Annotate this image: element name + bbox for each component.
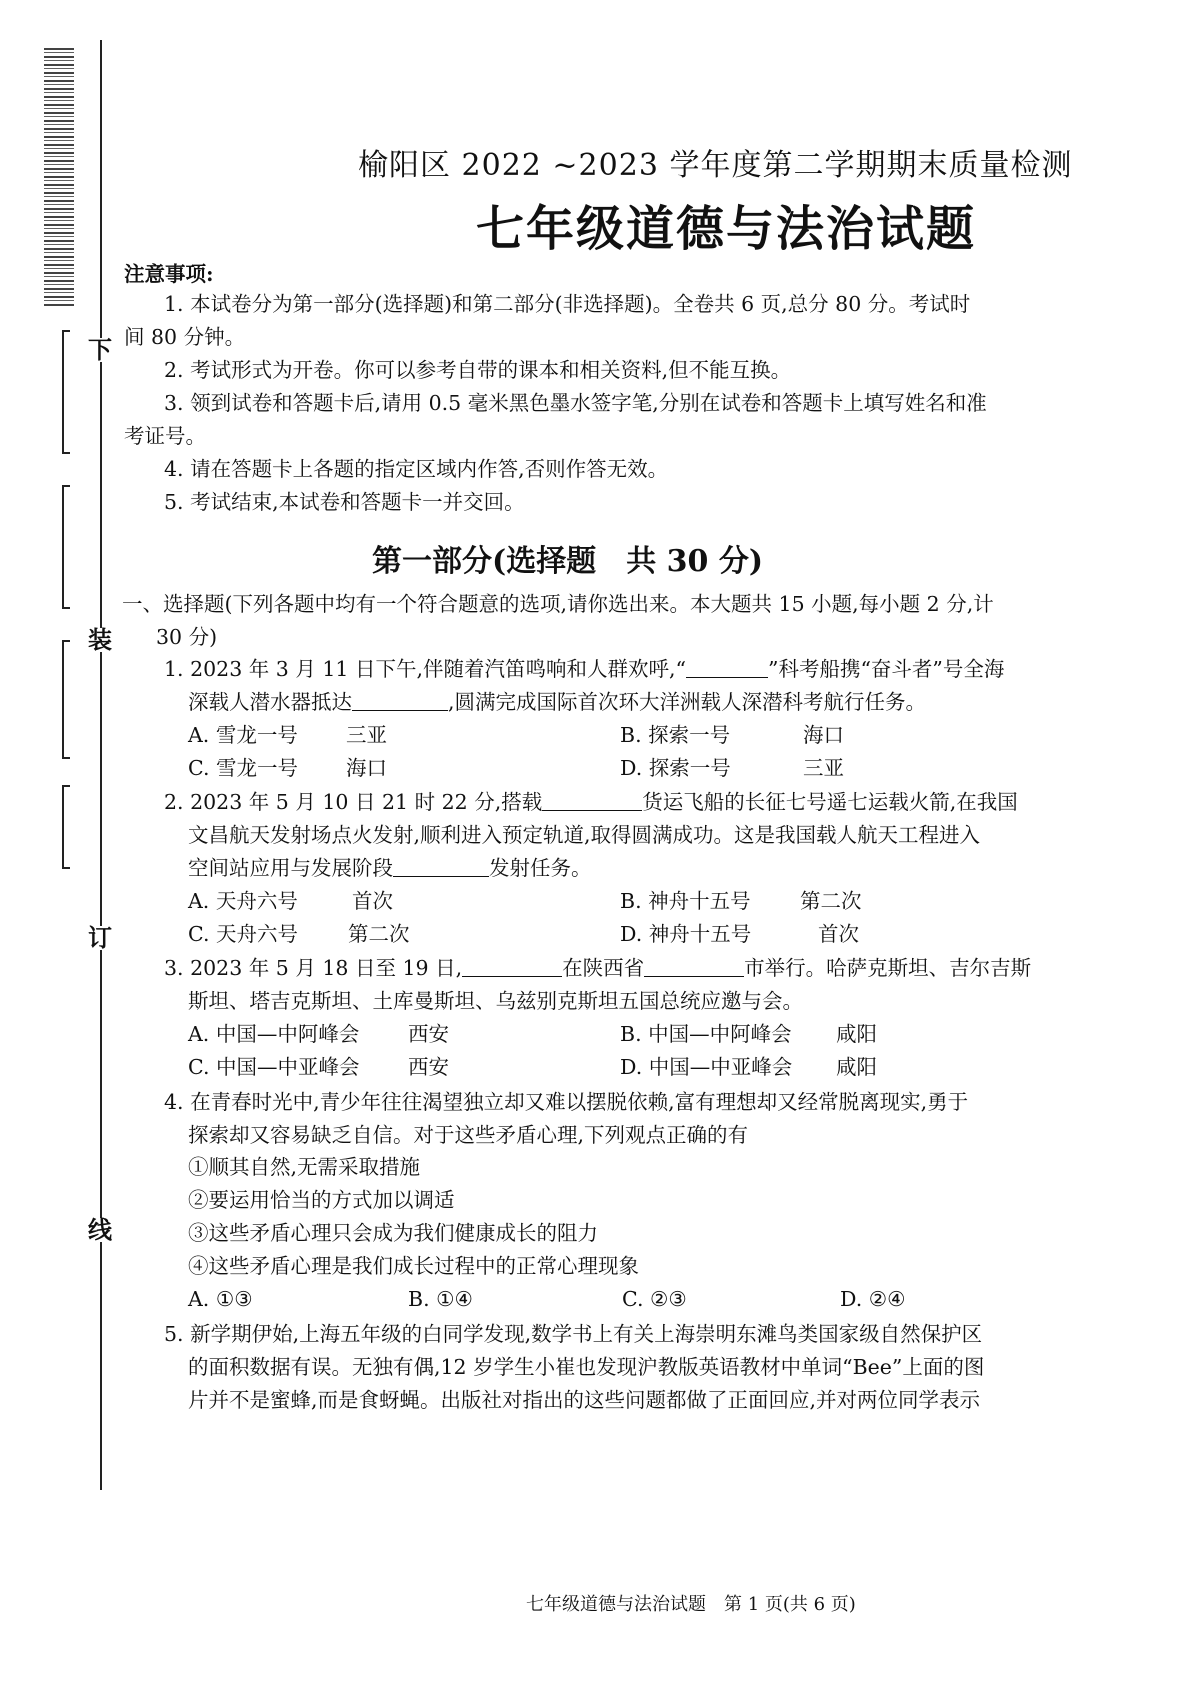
- notice-line: 间 80 分钟。: [124, 325, 246, 349]
- option-d: D. ②④: [840, 1287, 906, 1311]
- option-c-value: 海口: [346, 756, 387, 780]
- option-d: D. 探索一号: [620, 756, 731, 780]
- option-d-value: 首次: [818, 922, 859, 946]
- notice-line: 5. 考试结束,本试卷和答题卡一并交回。: [164, 490, 525, 514]
- binding-label: 线: [88, 1215, 112, 1244]
- binding-line: [100, 40, 102, 1490]
- option-a-value: 首次: [352, 889, 393, 913]
- answer-blank: [462, 976, 562, 977]
- binding-label: 订: [88, 923, 112, 952]
- exam-subtitle: 榆阳区 2022 ~2023 学年度第二学期期末质量检测: [358, 148, 1073, 183]
- question-text: [164, 790, 1018, 815]
- notice-line: 4. 请在答题卡上各题的指定区域内作答,否则作答无效。: [164, 457, 669, 481]
- q1-text: 深载人潜水器抵达: [188, 690, 352, 714]
- q3-text: 在陕西省: [562, 956, 645, 980]
- q4-statement: ③这些矛盾心理只会成为我们健康成长的阻力: [188, 1221, 598, 1245]
- option-c: C. 天舟六号: [188, 922, 298, 946]
- option-a: A. 中国—中阿峰会: [188, 1022, 360, 1046]
- q4-statement: ②要运用恰当的方式加以调适: [188, 1188, 455, 1212]
- answer-blank: [352, 710, 448, 711]
- q4-text: 4. 在青春时光中,青少年往往渴望独立却又难以摆脱依赖,富有理想却又经常脱离现实,勇于: [164, 1090, 969, 1114]
- option-d-value: 三亚: [803, 756, 844, 780]
- page-footer: 七年级道德与法治试题 第 1 页(共 6 页): [526, 1594, 856, 1615]
- part1-title: 第一部分(选择题 共 30 分): [372, 544, 764, 579]
- q5-text: 的面积数据有误。无独有偶,12 岁学生小崔也发现沪教版英语教材中单词“Bee”上面的图: [188, 1355, 985, 1379]
- q4-statement: ④这些矛盾心理是我们成长过程中的正常心理现象: [188, 1254, 639, 1278]
- q3-text: 3. 2023 年 5 月 18 日至 19 日,: [164, 956, 463, 980]
- part1-intro: 30 分): [156, 625, 218, 649]
- option-b: B. ①④: [408, 1287, 473, 1311]
- option-d-value: 咸阳: [836, 1055, 877, 1079]
- answer-blank: [686, 677, 768, 678]
- q4-text: 探索却又容易缺乏自信。对于这些矛盾心理,下列观点正确的有: [188, 1123, 749, 1147]
- option-c-value: 第二次: [348, 922, 410, 946]
- notice-line: 3. 领到试卷和答题卡后,请用 0.5 毫米黑色墨水签字笔,分别在试卷和答题卡上填写姓名和准: [164, 391, 987, 415]
- q5-text: 5. 新学期伊始,上海五年级的白同学发现,数学书上有关上海崇明东滩鸟类国家级自然保护区: [164, 1322, 983, 1346]
- notice-line: 2. 考试形式为开卷。你可以参考自带的课本和相关资料,但不能互换。: [164, 358, 792, 382]
- bracket: [62, 785, 70, 869]
- q2-text: 发射任务。: [489, 856, 592, 880]
- option-a-value: 西安: [408, 1022, 449, 1046]
- q2-text: 空间站应用与发展阶段: [188, 856, 393, 880]
- q5-text: 片并不是蜜蜂,而是食蚜蝇。出版社对指出的这些问题都做了正面回应,并对两位同学表示: [188, 1388, 981, 1412]
- option-b: B. 神舟十五号: [620, 889, 751, 913]
- q1-text: ”科考船携“奋斗者”号全海: [767, 657, 1005, 681]
- option-b: B. 中国—中阿峰会: [620, 1022, 792, 1046]
- option-d: D. 神舟十五号: [620, 922, 752, 946]
- q3-text: 市举行。哈萨克斯坦、吉尔吉斯: [744, 956, 1032, 980]
- option-a: A. 天舟六号: [188, 889, 298, 913]
- question-text: [188, 856, 592, 881]
- q2-text: 货运飞船的长征七号遥七运载火箭,在我国: [642, 790, 1018, 814]
- q1-text: ,圆满完成国际首次环大洋洲载人深潜科考航行任务。: [448, 690, 927, 714]
- option-b-value: 海口: [803, 723, 844, 747]
- notice-line: 1. 本试卷分为第一部分(选择题)和第二部分(非选择题)。全卷共 6 页,总分 80 分。考试时: [164, 292, 971, 316]
- option-a: A. 雪龙一号: [188, 723, 298, 747]
- option-c: C. 雪龙一号: [188, 756, 298, 780]
- binding-label: 下: [88, 335, 112, 364]
- binding-margin: [0, 0, 120, 1682]
- bracket: [62, 640, 70, 759]
- option-c-value: 西安: [408, 1055, 449, 1079]
- option-a: A. ①③: [188, 1287, 253, 1311]
- option-d: D. 中国—中亚峰会: [620, 1055, 793, 1079]
- option-a-value: 三亚: [346, 723, 387, 747]
- q3-text: 斯坦、塔吉克斯坦、土库曼斯坦、乌兹别克斯坦五国总统应邀与会。: [188, 989, 803, 1013]
- answer-blank: [542, 810, 642, 811]
- binding-label: 装: [88, 625, 112, 654]
- answer-blank: [644, 976, 744, 977]
- bracket: [62, 485, 70, 609]
- option-c: C. ②③: [622, 1287, 687, 1311]
- part1-intro: 一、选择题(下列各题中均有一个符合题意的选项,请你选出来。本大题共 15 小题,每小题 2 分,计: [122, 592, 994, 616]
- notice-line: 考证号。: [124, 424, 206, 448]
- q1-text: 1. 2023 年 3 月 11 日下午,伴随着汽笛鸣响和人群欢呼,“: [164, 657, 686, 681]
- option-b-value: 咸阳: [836, 1022, 877, 1046]
- answer-blank: [393, 876, 489, 877]
- q2-text: 文昌航天发射场点火发射,顺利进入预定轨道,取得圆满成功。这是我国载人航天工程进入: [188, 823, 981, 847]
- barcode: [44, 48, 74, 306]
- q4-statement: ①顺其自然,无需采取措施: [188, 1155, 421, 1179]
- option-b-value: 第二次: [800, 889, 862, 913]
- option-c: C. 中国—中亚峰会: [188, 1055, 360, 1079]
- exam-title: 七年级道德与法治试题: [476, 201, 977, 257]
- q2-text: 2. 2023 年 5 月 10 日 21 时 22 分,搭载: [164, 790, 543, 814]
- bracket: [62, 330, 70, 454]
- option-b: B. 探索一号: [620, 723, 731, 747]
- question-text: [164, 657, 1004, 682]
- question-text: [188, 690, 926, 715]
- notice-heading: 注意事项:: [124, 262, 214, 286]
- question-text: [164, 956, 1031, 981]
